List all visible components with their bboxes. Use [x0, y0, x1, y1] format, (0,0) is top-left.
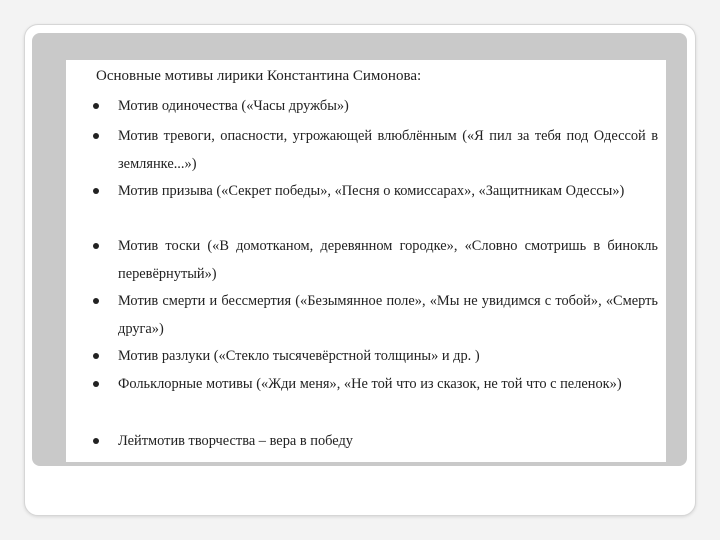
- bullet-icon: [93, 243, 99, 249]
- list-item-text: Мотив смерти и бессмертия («Безымянное поле», «Мы не увидимся с тобой», «Смерть друга»): [118, 293, 658, 337]
- bullet-icon: [93, 188, 99, 194]
- document-image: [66, 60, 666, 462]
- list-item: [118, 92, 658, 120]
- list-item: [118, 177, 658, 205]
- list-item-text: Фольклорные мотивы («Жди меня», «Не той что из сказок, не той что с пеленок»): [118, 376, 622, 392]
- list-item-text: Мотив призыва («Секрет победы», «Песня о комиссарах», «Защитникам Одессы»): [118, 183, 625, 199]
- bullet-icon: [93, 103, 99, 109]
- list-item-text: Мотив тоски («В домотканом, деревянном городке», «Словно смотришь в бинокль перевёрнутый»): [118, 238, 658, 282]
- bullet-icon: [93, 298, 99, 304]
- list-item: [118, 122, 658, 178]
- list-item-text: Лейтмотив творчества – вера в победу: [118, 433, 354, 449]
- document-heading: Основные мотивы лирики Константина Симонова:: [96, 68, 422, 84]
- list-item: [118, 232, 658, 288]
- bullet-icon: [93, 133, 99, 139]
- bullet-icon: [93, 353, 99, 359]
- bullet-icon: [93, 438, 99, 444]
- list-item-text: Мотив разлуки («Стекло тысячевёрстной толщины» и др. ): [118, 348, 480, 364]
- bullet-icon: [93, 381, 99, 387]
- list-item: [118, 370, 658, 398]
- list-item: [118, 287, 658, 343]
- list-item-text: Мотив одиночества («Часы дружбы»): [118, 98, 349, 114]
- list-item-text: Мотив тревоги, опасности, угрожающей влюблённым («Я пил за тебя под Одессой в землянке...»): [118, 128, 658, 172]
- list-item: [118, 342, 658, 370]
- list-item: [118, 427, 658, 455]
